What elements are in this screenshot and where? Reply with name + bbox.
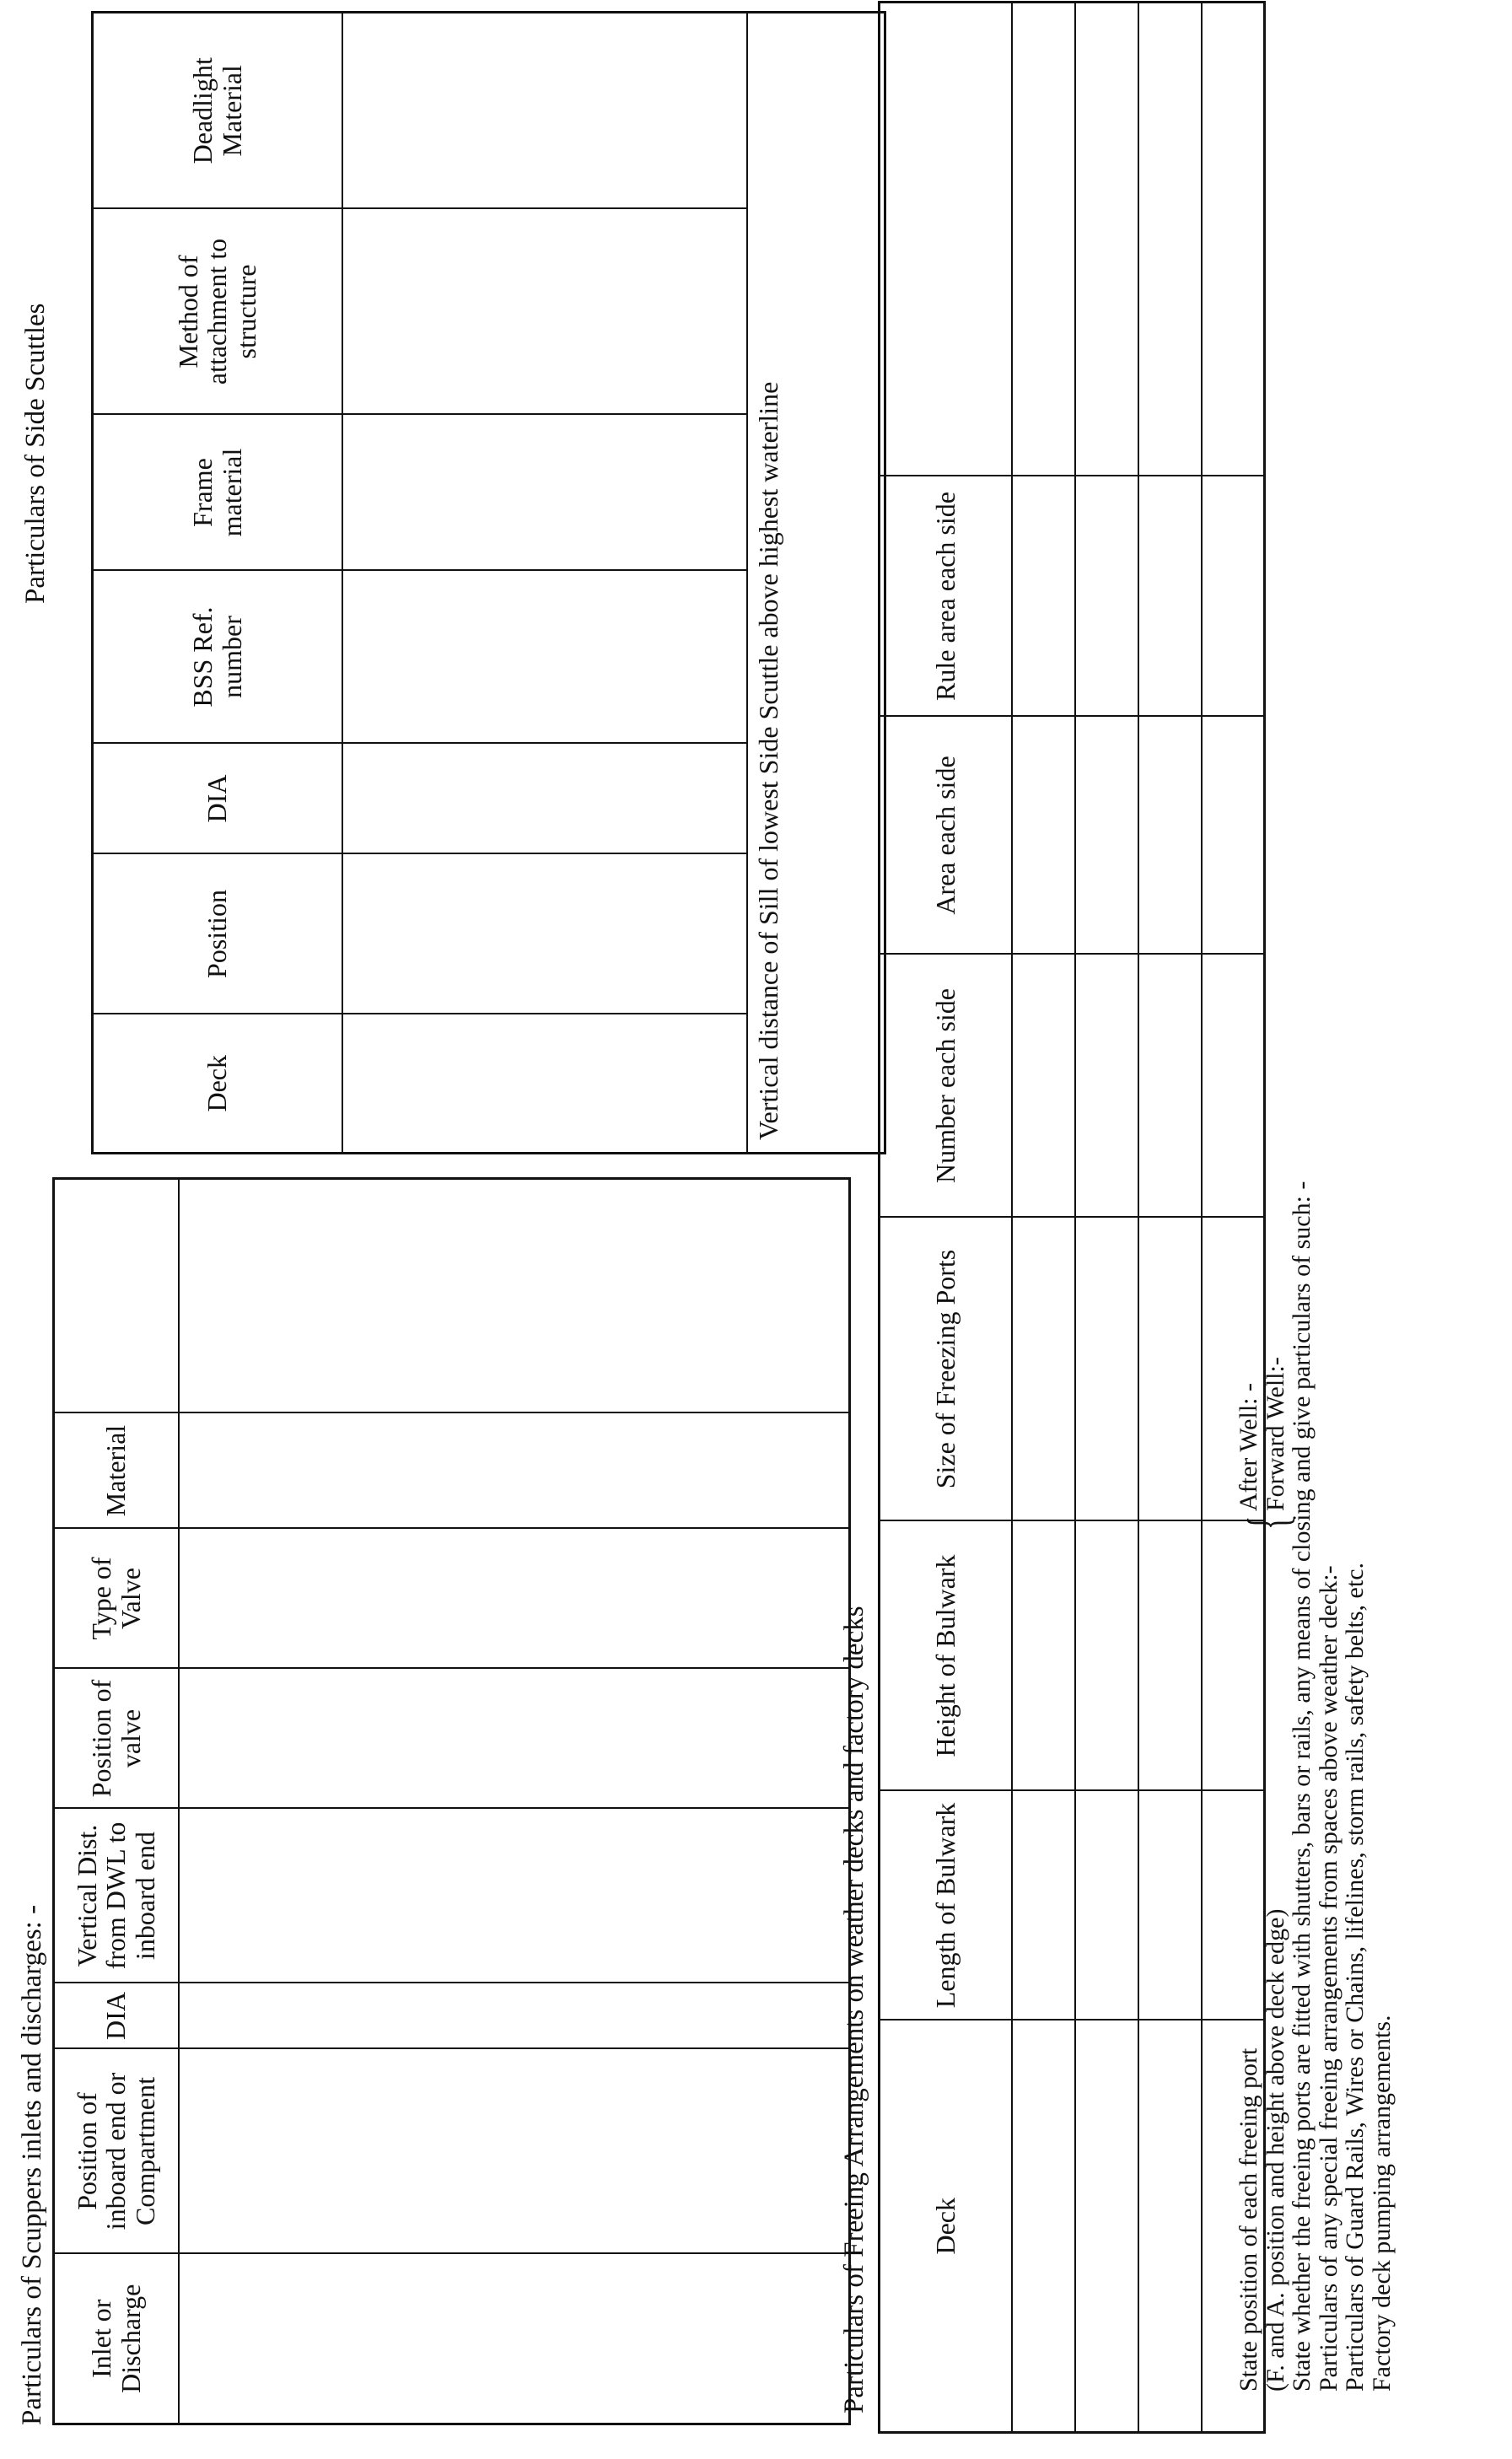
freeing-title: Particulars of Freeing Arrangements on weather decks and factory decks: [839, 1606, 869, 2413]
header-size-of-freezing-ports: Size of Freezing Ports: [880, 1218, 1012, 1521]
freeing-cell[interactable]: [1202, 717, 1265, 955]
note-freeing-port-position: State position of each freeing port: [1235, 2047, 1262, 2392]
freeing-cell[interactable]: [1075, 2020, 1138, 2433]
freeing-cell[interactable]: [1012, 2020, 1075, 2433]
header-position-of-valve: Position of valve: [54, 1669, 179, 1809]
header-blank: [880, 3, 1012, 476]
header-position: Position: [93, 854, 342, 1014]
freeing-cell[interactable]: [1012, 717, 1075, 955]
header-height-of-bulwark: Height of Bulwark: [880, 1521, 1012, 1791]
header-deck: Deck: [93, 1014, 342, 1154]
header-number-each-side: Number each side: [880, 955, 1012, 1218]
freeing-cell[interactable]: [1075, 476, 1138, 717]
side-scuttles-cell[interactable]: [342, 744, 747, 854]
vertical-distance-label: Vertical distance of Sill of lowest Side Scuttle above highest waterline: [747, 13, 885, 1154]
freeing-cell[interactable]: [1202, 955, 1265, 1218]
scuppers-cell[interactable]: [179, 2049, 850, 2254]
side-scuttles-cell[interactable]: [342, 854, 747, 1014]
freeing-cell[interactable]: [1012, 3, 1075, 476]
header-material: Material: [54, 1413, 179, 1529]
scuppers-cell[interactable]: [179, 2254, 850, 2424]
freeing-cell[interactable]: [1012, 1218, 1075, 1521]
side-scuttles-cell[interactable]: [342, 209, 747, 415]
header-vertical-dist: Vertical Dist. from DWL to inboard end: [54, 1809, 179, 1983]
freeing-cell[interactable]: [1012, 476, 1075, 717]
scuppers-title: Particulars of Scuppers inlets and discharges: -: [17, 1904, 47, 2425]
freeing-cell[interactable]: [1075, 1791, 1138, 2020]
freeing-cell[interactable]: [1012, 1791, 1075, 2020]
scuppers-cell[interactable]: [179, 1179, 850, 1413]
side-scuttles-cell[interactable]: [342, 415, 747, 571]
freeing-cell[interactable]: [1012, 955, 1075, 1218]
forward-well-label: Forward Well:-: [1262, 1357, 1289, 1511]
well-brace-group: [1235, 1277, 1299, 1530]
freeing-cell[interactable]: [1075, 1521, 1138, 1791]
header-dia: DIA: [54, 1983, 179, 2049]
note-factory-deck-pumping: Factory deck pumping arrangements.: [1367, 2015, 1396, 2392]
header-frame-material: Frame material: [93, 415, 342, 571]
header-deck: Deck: [880, 2020, 1012, 2433]
freeing-cell[interactable]: [1202, 476, 1265, 717]
header-bss-ref-number: BSS Ref. number: [93, 571, 342, 744]
side-scuttles-table: [91, 11, 886, 1154]
freeing-cell[interactable]: [1138, 476, 1202, 717]
note-guard-rails: Particulars of Guard Rails, Wires or Chains, lifelines, storm rails, safety belts, etc.: [1341, 1562, 1369, 2392]
freeing-cell[interactable]: [1138, 717, 1202, 955]
header-rule-area-each-side: Rule area each side: [880, 476, 1012, 717]
header-type-of-valve: Type of Valve: [54, 1529, 179, 1669]
scuppers-cell[interactable]: [179, 1983, 850, 2049]
scuppers-cell[interactable]: [179, 1413, 850, 1529]
note-fa-position: (F. and A. position and height above deck edge): [1261, 1908, 1289, 2392]
freeing-cell[interactable]: [1075, 1218, 1138, 1521]
side-scuttles-cell[interactable]: [342, 1014, 747, 1154]
brace-glyph: {: [1235, 1515, 1299, 1530]
freeing-cell[interactable]: [1138, 1218, 1202, 1521]
header-inlet-or-discharge: Inlet or Discharge: [54, 2254, 179, 2424]
scuppers-table: [52, 1177, 851, 2425]
header-area-each-side: Area each side: [880, 717, 1012, 955]
freeing-cell[interactable]: [1138, 955, 1202, 1218]
freeing-cell[interactable]: [1138, 1791, 1202, 2020]
freeing-cell[interactable]: [1012, 1521, 1075, 1791]
freeing-cell[interactable]: [1075, 3, 1138, 476]
header-blank: [54, 1179, 179, 1413]
freeing-cell[interactable]: [1075, 717, 1138, 955]
scuppers-cell[interactable]: [179, 1809, 850, 1983]
freeing-cell[interactable]: [1075, 955, 1138, 1218]
freeing-cell[interactable]: [1202, 3, 1265, 476]
header-dia: DIA: [93, 744, 342, 854]
freeing-cell[interactable]: [1138, 2020, 1202, 2433]
freeing-table: [878, 1, 1266, 2434]
header-position-of-inboard-end: Position of inboard end or Compartment: [54, 2049, 179, 2254]
header-deadlight-material: Deadlight Material: [93, 13, 342, 209]
side-scuttles-title: Particulars of Side Scuttles: [20, 303, 51, 604]
scuppers-cell[interactable]: [179, 1529, 850, 1669]
side-scuttles-cell[interactable]: [342, 13, 747, 209]
after-well-label: After Well: -: [1235, 1383, 1262, 1511]
freeing-cell[interactable]: [1138, 1521, 1202, 1791]
header-method-of-attachment: Method of attachment to structure: [93, 209, 342, 415]
freeing-cell[interactable]: [1138, 3, 1202, 476]
note-special-freeing: Particulars of any special freeing arrangements from spaces above weather deck:-: [1314, 1565, 1343, 2392]
scuppers-cell[interactable]: [179, 1669, 850, 1809]
header-length-of-bulwark: Length of Bulwark: [880, 1791, 1012, 2020]
note-shutters: State whether the freeing ports are fitted with shutters, bars or rails, any means of closing and give particulars of such: -: [1288, 1181, 1316, 2392]
side-scuttles-cell[interactable]: [342, 571, 747, 744]
